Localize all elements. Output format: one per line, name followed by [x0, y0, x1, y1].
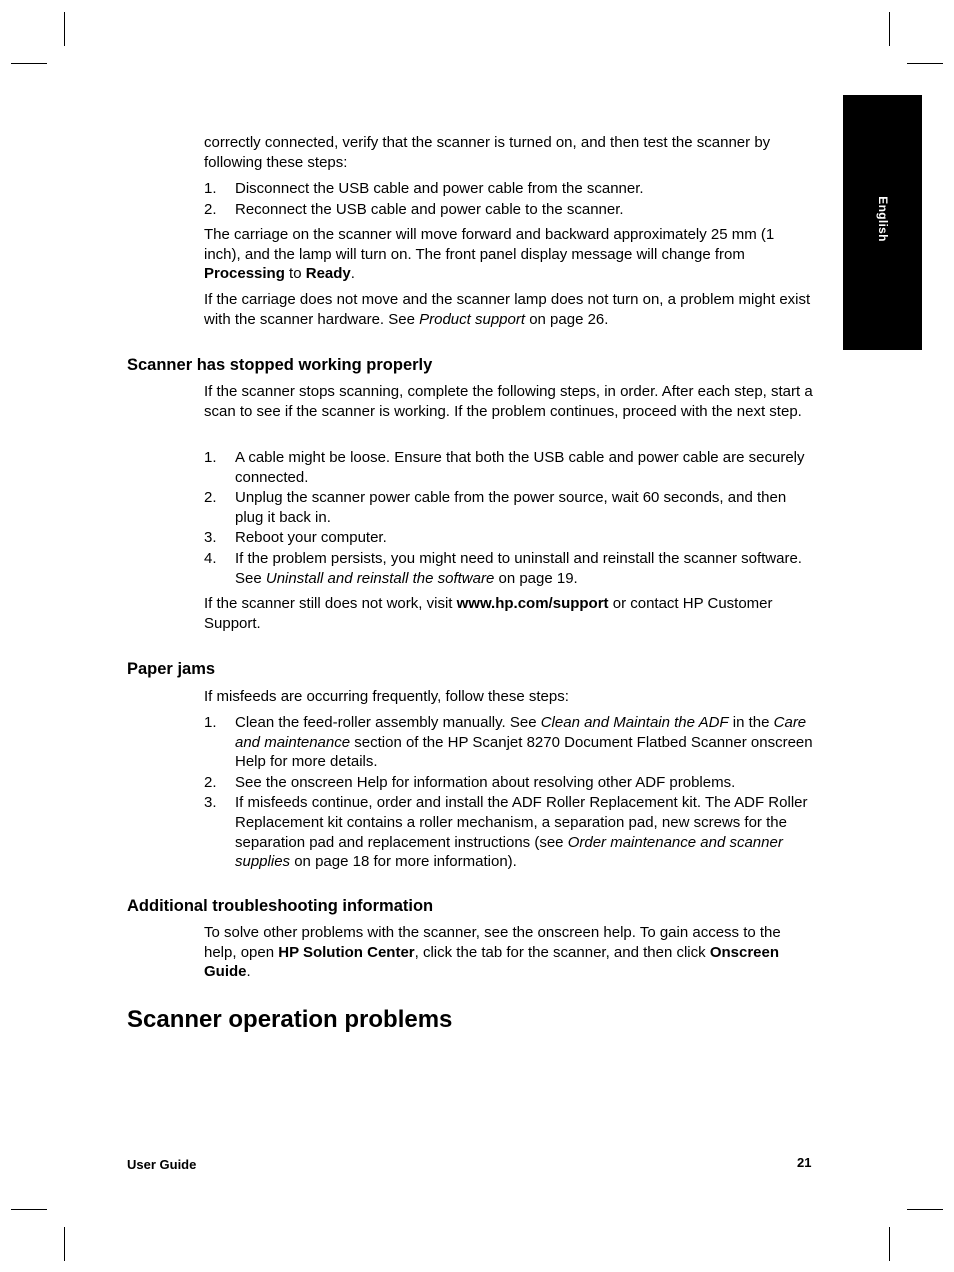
carriage-paragraph: The carriage on the scanner will move forward and backward approximately 25 mm (1 inch), and the lamp will turn on. The front panel display message will change from Processing to Ready.	[204, 226, 775, 283]
list-item: 2. Unplug the scanner power cable from the power source, wait 60 seconds, and then plug it back in.	[204, 489, 787, 526]
intro-steps	[204, 179, 814, 220]
order-supplies-link[interactable]: Order maintenance and scanner supplies	[235, 833, 783, 871]
crop-mark	[907, 1209, 943, 1210]
list-item: 3. If misfeeds continue, order and install the ADF Roller Replacement kit. The ADF Roller Replacement kit contains a roller mechanism, a separation pad, new screws for the separation pad and replacement instructions (see Order maintenance and scanner supplies on page 18 for more information).	[204, 794, 808, 871]
jams-paragraph: If misfeeds are occurring frequently, follow these steps:	[204, 688, 569, 705]
section-heading-additional: Additional troubleshooting information	[127, 897, 434, 915]
stopped-steps	[204, 448, 814, 589]
crop-mark	[11, 63, 47, 64]
additional-paragraph: To solve other problems with the scanner, see the onscreen help. To gain access to the help, open HP Solution Center, click the tab for the scanner, and then click Onscreen Guide.	[204, 924, 781, 981]
crop-mark	[11, 1209, 47, 1210]
crop-mark	[889, 1227, 890, 1261]
list-item: 2. Reconnect the USB cable and power cable to the scanner.	[204, 200, 624, 218]
clean-adf-link[interactable]: Clean and Maintain the ADF	[540, 714, 729, 731]
list-item: 1. Disconnect the USB cable and power cable from the scanner.	[204, 180, 644, 197]
support-paragraph: If the scanner still does not work, visit www.hp.com/support or contact HP Customer Support.	[204, 595, 773, 632]
hp-support-url[interactable]: www.hp.com/support	[456, 595, 609, 612]
list-item: 1. Clean the feed-roller assembly manually. See Clean and Maintain the ADF in the Care and maintenance section of the HP Scanjet 8270 Document Flatbed Scanner onscreen Help for more details.	[204, 714, 813, 771]
language-tab	[843, 95, 922, 350]
uninstall-reinstall-link[interactable]: Uninstall and reinstall the software	[265, 569, 495, 587]
language-tab-label: English	[875, 196, 890, 242]
list-item: 3. Reboot your computer.	[204, 529, 387, 547]
list-item: 1. A cable might be loose. Ensure that both the USB cable and power cable are securely connected.	[204, 449, 805, 486]
intro-paragraph: correctly connected, verify that the scanner is turned on, and then test the scanner by following these steps:	[204, 134, 771, 171]
stopped-paragraph: If the scanner stops scanning, complete the following steps, in order. After each step, start a scan to see if the scanner is working. If the problem continues, proceed with the next step.	[204, 383, 813, 420]
page-title: Scanner operation problems	[127, 1006, 453, 1033]
crop-mark	[907, 63, 943, 64]
page-number: 21	[797, 1155, 812, 1170]
crop-mark	[889, 12, 890, 46]
jams-steps	[204, 713, 814, 873]
list-item: 4. If the problem persists, you might need to uninstall and reinstall the scanner software. See Uninstall and reinstall the software on page 19.	[204, 549, 802, 587]
section-heading-paper-jams: Paper jams	[127, 660, 216, 678]
hardware-paragraph: If the carriage does not move and the scanner lamp does not turn on, a problem might exist with the scanner hardware. See Product support on page 26.	[204, 291, 811, 328]
product-support-link[interactable]: Product support	[419, 310, 526, 328]
section-heading-stopped: Scanner has stopped working properly	[127, 356, 433, 374]
care-maintenance-link[interactable]: Care and maintenance	[235, 714, 807, 751]
list-item: 2. See the onscreen Help for information about resolving other ADF problems.	[204, 773, 736, 791]
footer-doc-title: User Guide	[127, 1157, 197, 1172]
crop-mark	[64, 1227, 65, 1261]
crop-mark	[64, 12, 65, 46]
